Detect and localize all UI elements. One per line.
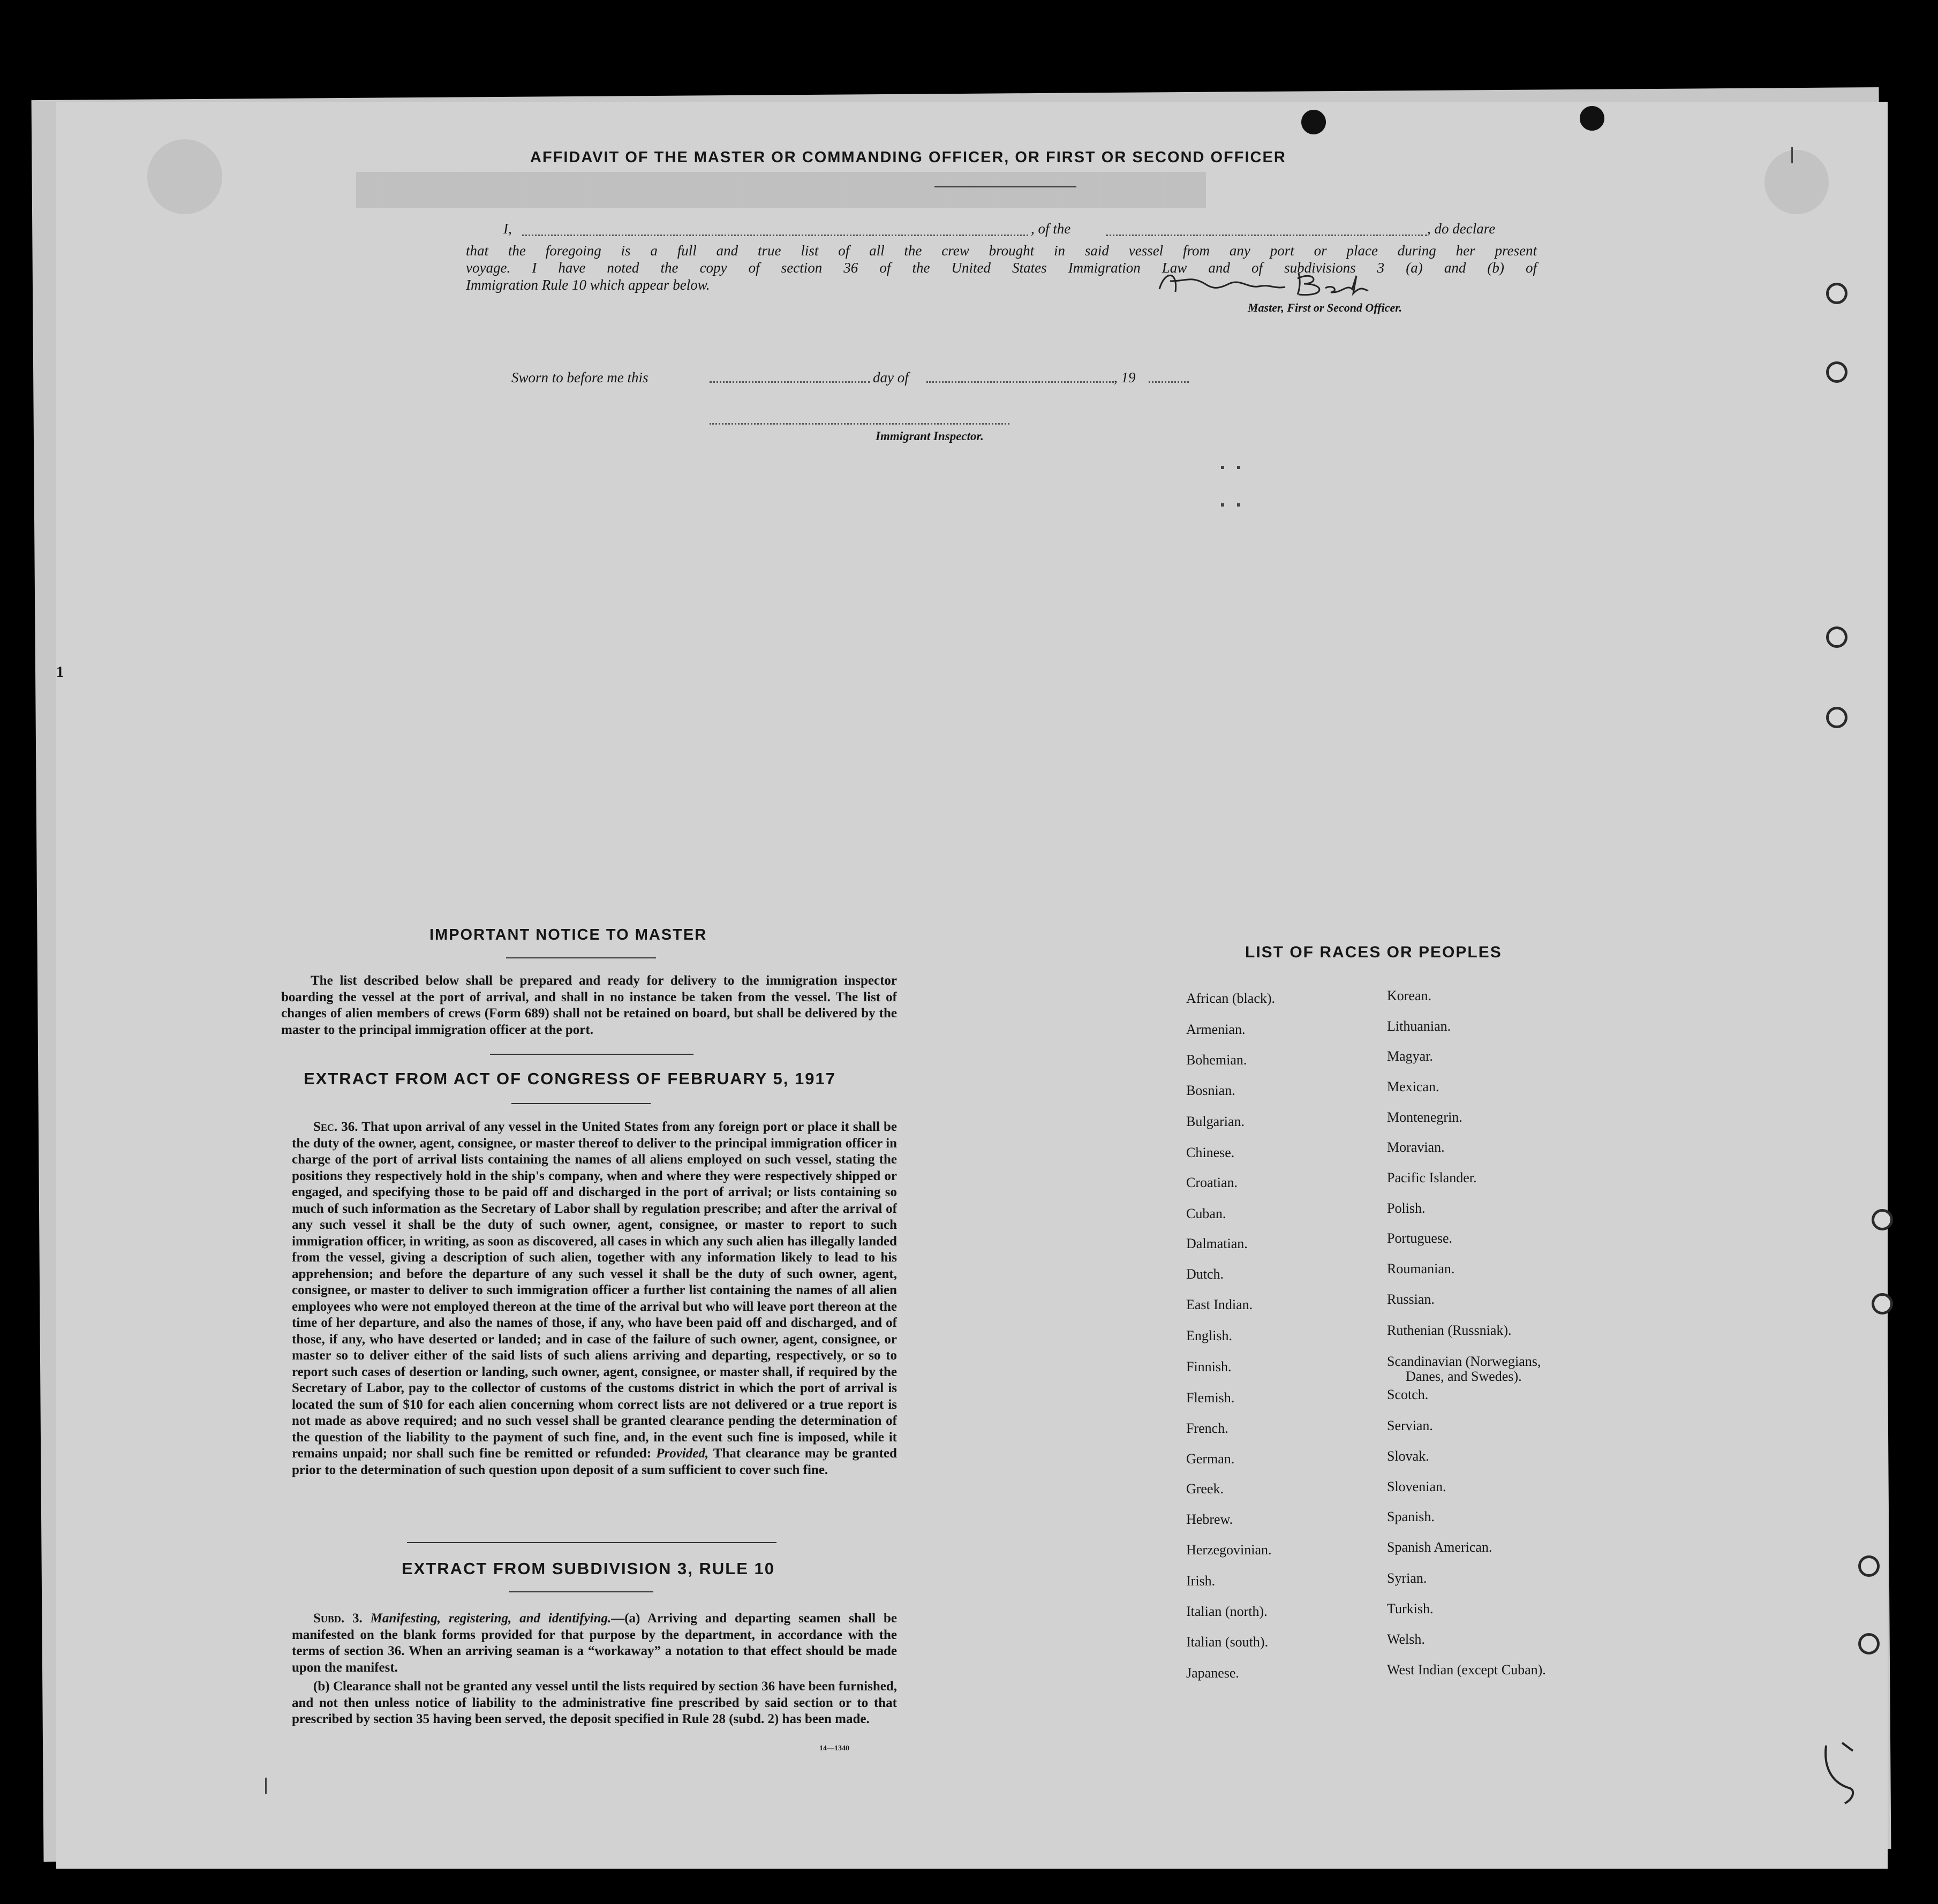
sworn-month-line bbox=[926, 381, 1114, 383]
punch-hole bbox=[1858, 1555, 1880, 1577]
race-item: Flemish. bbox=[1186, 1390, 1235, 1406]
race-item: Danes, and Swedes). bbox=[1406, 1369, 1522, 1384]
bleed-through-heading: ████████████████████████████████████████ bbox=[356, 172, 1206, 206]
punch-hole bbox=[1826, 361, 1847, 383]
race-item: Ruthenian (Russniak). bbox=[1387, 1323, 1512, 1338]
race-item: Finnish. bbox=[1186, 1359, 1232, 1374]
margin-pencil-mark bbox=[1821, 1740, 1869, 1820]
act-provided: Provided, bbox=[656, 1446, 709, 1461]
punch-hole bbox=[1826, 283, 1847, 304]
pencil-tick bbox=[265, 1778, 267, 1794]
pencil-tick bbox=[1791, 147, 1793, 163]
affidavit-of-the: , of the bbox=[1031, 221, 1071, 237]
affidavit-heading: AFFIDAVIT OF THE MASTER OR COMMANDING OFFICER, OR FIRST OR SECOND OFFICER bbox=[530, 149, 1286, 166]
act-text-b: That clearance may be granted prior to the determination of such question upon deposit of a sum sufficient to cover such fine. bbox=[292, 1446, 898, 1477]
section-rule bbox=[490, 1054, 693, 1055]
punch-hole bbox=[1580, 106, 1604, 131]
rule-heading: EXTRACT FROM SUBDIVISION 3, RULE 10 bbox=[402, 1559, 775, 1578]
race-item: Greek. bbox=[1186, 1481, 1224, 1497]
bleed-through-seal-right bbox=[1764, 150, 1829, 214]
heading-rule bbox=[511, 1103, 651, 1104]
inspector-caption: Immigrant Inspector. bbox=[876, 429, 984, 443]
inspector-signature-line bbox=[710, 423, 1009, 425]
rule-subd-title: Manifesting, registering, and identifying. bbox=[370, 1611, 612, 1626]
race-item: Cuban. bbox=[1186, 1206, 1226, 1221]
race-item: African (black). bbox=[1186, 991, 1276, 1006]
race-item: West Indian (except Cuban). bbox=[1387, 1662, 1546, 1678]
master-name-line bbox=[522, 235, 1028, 236]
act-section-36 bbox=[292, 1119, 897, 1478]
race-item: Scotch. bbox=[1387, 1387, 1429, 1402]
race-item: Japanese. bbox=[1186, 1665, 1239, 1681]
race-item: Bohemian. bbox=[1186, 1052, 1247, 1068]
ink-dot bbox=[1221, 466, 1224, 469]
ink-dot bbox=[1237, 466, 1240, 469]
sworn-day-line bbox=[710, 381, 870, 383]
heading-rule bbox=[506, 957, 656, 958]
punch-hole bbox=[1826, 707, 1847, 728]
race-item: Irish. bbox=[1186, 1573, 1216, 1589]
notice-heading: IMPORTANT NOTICE TO MASTER bbox=[429, 926, 707, 943]
sworn-day-of: day of bbox=[873, 369, 909, 386]
affidavit-declare: , do declare bbox=[1427, 221, 1496, 237]
signature-caption: Master, First or Second Officer. bbox=[1248, 301, 1402, 314]
race-item: Dalmatian. bbox=[1186, 1236, 1248, 1251]
act-text-a: That upon arrival of any vessel in the United States from any foreign port or place it shall be the duty of the owner, agent, consignee, or master thereof to deliver to the principal immigration officer in charge of the port of arrival lists containing the names of all aliens employed on such vessel, stating the positions they respectively hold in the ship's company, when and where they were respectively shipped or engaged, and specifying those to be paid off and discharged in the port of arrival; or lists containing so much of such information as the Secretary of Labor shall by regulation prescribe; and after the arrival of any such vessel it shall be the duty of such owner, agent, consignee, or master to report to such immigration officer, in writing, as soon as discovered, all cases in which any such alien has illegally landed from the vessel, giving a description of such alien, together with any information likely to lead to his apprehension; and before the departure of any such vessel it shall be the duty of such owner, agent, consignee, or master to deliver to such immigration officer a further list containing the names of all alien employees who were not employed thereon at the time of the arrival but who will leave port thereon at the time of her departure, and also the names of those, if any, who have been paid off and discharged, and of those, if any, who have deserted or landed; and in case of the failure of such owner, agent, consignee, or master so to deliver either of the said lists of such aliens arriving and departing, respectively, or so to report such cases of desertion or landing, such owner, agent, consignee, or master shall, if required by the Secretary of Labor, pay to the collector of customs of the customs district in which the port of arrival is located the sum of $10 for each alien concerning whom correct lists are not delivered or a true report is not made as above required; and no such vessel shall be granted clearance pending the determination of the question of the liability to the payment of such fine, and, in the event such fine is imposed, while it remains unpaid; nor shall such fine be remitted or refunded: bbox=[292, 1120, 897, 1461]
punch-hole bbox=[1872, 1293, 1893, 1314]
race-item: Chinese. bbox=[1186, 1145, 1235, 1160]
ink-dot bbox=[1221, 503, 1224, 507]
affidavit-line-4: Immigration Rule 10 which appear below. bbox=[466, 277, 710, 293]
race-item: French. bbox=[1186, 1421, 1228, 1436]
race-item: Turkish. bbox=[1387, 1601, 1434, 1616]
punch-hole bbox=[1826, 626, 1847, 648]
ink-dot bbox=[1237, 503, 1240, 507]
race-item: Spanish American. bbox=[1387, 1539, 1492, 1555]
race-item: Dutch. bbox=[1186, 1266, 1224, 1282]
race-item: German. bbox=[1186, 1451, 1235, 1467]
affidavit-i: I, bbox=[503, 221, 512, 237]
race-item: Herzegovinian. bbox=[1186, 1542, 1272, 1558]
heading-rule bbox=[934, 186, 1076, 187]
race-item: East Indian. bbox=[1186, 1297, 1253, 1312]
race-item: Bulgarian. bbox=[1186, 1114, 1245, 1129]
sworn-year: , 19 bbox=[1114, 369, 1136, 386]
race-item: English. bbox=[1186, 1328, 1232, 1343]
race-item: Portuguese. bbox=[1387, 1230, 1453, 1246]
rule-subd-label: Subd. 3. bbox=[313, 1611, 363, 1626]
race-item: Magyar. bbox=[1387, 1048, 1433, 1064]
race-item: Roumanian. bbox=[1387, 1261, 1455, 1276]
race-item: Polish. bbox=[1387, 1200, 1426, 1216]
vessel-name-line bbox=[1106, 235, 1427, 236]
race-item: Italian (south). bbox=[1186, 1634, 1269, 1650]
race-item: Spanish. bbox=[1387, 1509, 1435, 1524]
act-heading: EXTRACT FROM ACT OF CONGRESS OF FEBRUARY 5, 1917 bbox=[304, 1069, 836, 1088]
race-item: Croatian. bbox=[1186, 1175, 1238, 1190]
rule-text-a-para bbox=[292, 1611, 897, 1676]
race-item: Montenegrin. bbox=[1387, 1109, 1462, 1125]
race-item: Servian. bbox=[1387, 1418, 1433, 1433]
sworn-year-line bbox=[1149, 381, 1189, 383]
punch-hole bbox=[1872, 1209, 1893, 1230]
manifest-page bbox=[56, 102, 1888, 1869]
act-sec-label: Sec. 36. bbox=[313, 1120, 358, 1134]
punch-hole bbox=[1301, 110, 1326, 134]
race-item: Welsh. bbox=[1387, 1631, 1425, 1647]
race-item: Syrian. bbox=[1387, 1570, 1427, 1586]
affidavit-line-3: voyage. I have noted the copy of section 36 of the United States Immigration Law and of subdivisions 3 (a) and (b) of bbox=[466, 260, 1537, 276]
sworn-prefix: Sworn to before me this bbox=[511, 369, 648, 386]
race-item: Lithuanian. bbox=[1387, 1018, 1451, 1034]
rule-text-a: —(a) Arriving and departing seamen shall be manifested on the blank forms provided for that purpose by the department, in accordance with the terms of section 36. When an arriving seaman is a “workaway” a notation to that effect should be made upon the manifest. bbox=[292, 1611, 897, 1675]
race-item: Scandinavian (Norwegians, bbox=[1387, 1354, 1541, 1369]
race-item: Moravian. bbox=[1387, 1139, 1445, 1155]
race-item: Korean. bbox=[1387, 988, 1432, 1003]
heading-rule bbox=[509, 1591, 653, 1592]
section-rule bbox=[407, 1542, 776, 1543]
rule-text-b: (b) Clearance shall not be granted any vessel until the lists required by section 36 have been furnished, and not then unless notice of liability to the administrative fine prescribed by said section or to that prescribed by section 35 having been served, the deposit specified in Rule 28 (subd. 2) has been made. bbox=[292, 1679, 897, 1726]
affidavit-line-2: that the foregoing is a full and true list of all the crew brought in said vessel from any port or place during her present bbox=[466, 243, 1537, 259]
race-item: Slovak. bbox=[1387, 1448, 1429, 1464]
form-number: 14—1340 bbox=[819, 1744, 849, 1752]
notice-text: The list described below shall be prepared and ready for delivery to the immigration inspector boarding the vessel at the port of arrival, and shall in no instance be taken from the vessel. The list of changes of alien members of crews (Form 689) shall not be retained on board, but shall be delivered by the master to the principal immigration officer at the port. bbox=[281, 973, 897, 1037]
race-item: Armenian. bbox=[1186, 1022, 1246, 1037]
margin-number: 1 bbox=[56, 664, 64, 681]
race-item: Hebrew. bbox=[1186, 1512, 1233, 1527]
race-item: Italian (north). bbox=[1186, 1604, 1268, 1619]
handwritten-signature bbox=[1154, 268, 1432, 300]
race-item: Slovenian. bbox=[1387, 1479, 1446, 1494]
bleed-through-seal bbox=[147, 139, 222, 214]
race-item: Russian. bbox=[1387, 1291, 1435, 1307]
races-heading: LIST OF RACES OR PEOPLES bbox=[1245, 943, 1502, 961]
race-item: Bosnian. bbox=[1186, 1083, 1235, 1098]
punch-hole bbox=[1858, 1633, 1880, 1654]
race-item: Pacific Islander. bbox=[1387, 1170, 1477, 1185]
race-item: Mexican. bbox=[1387, 1079, 1439, 1094]
